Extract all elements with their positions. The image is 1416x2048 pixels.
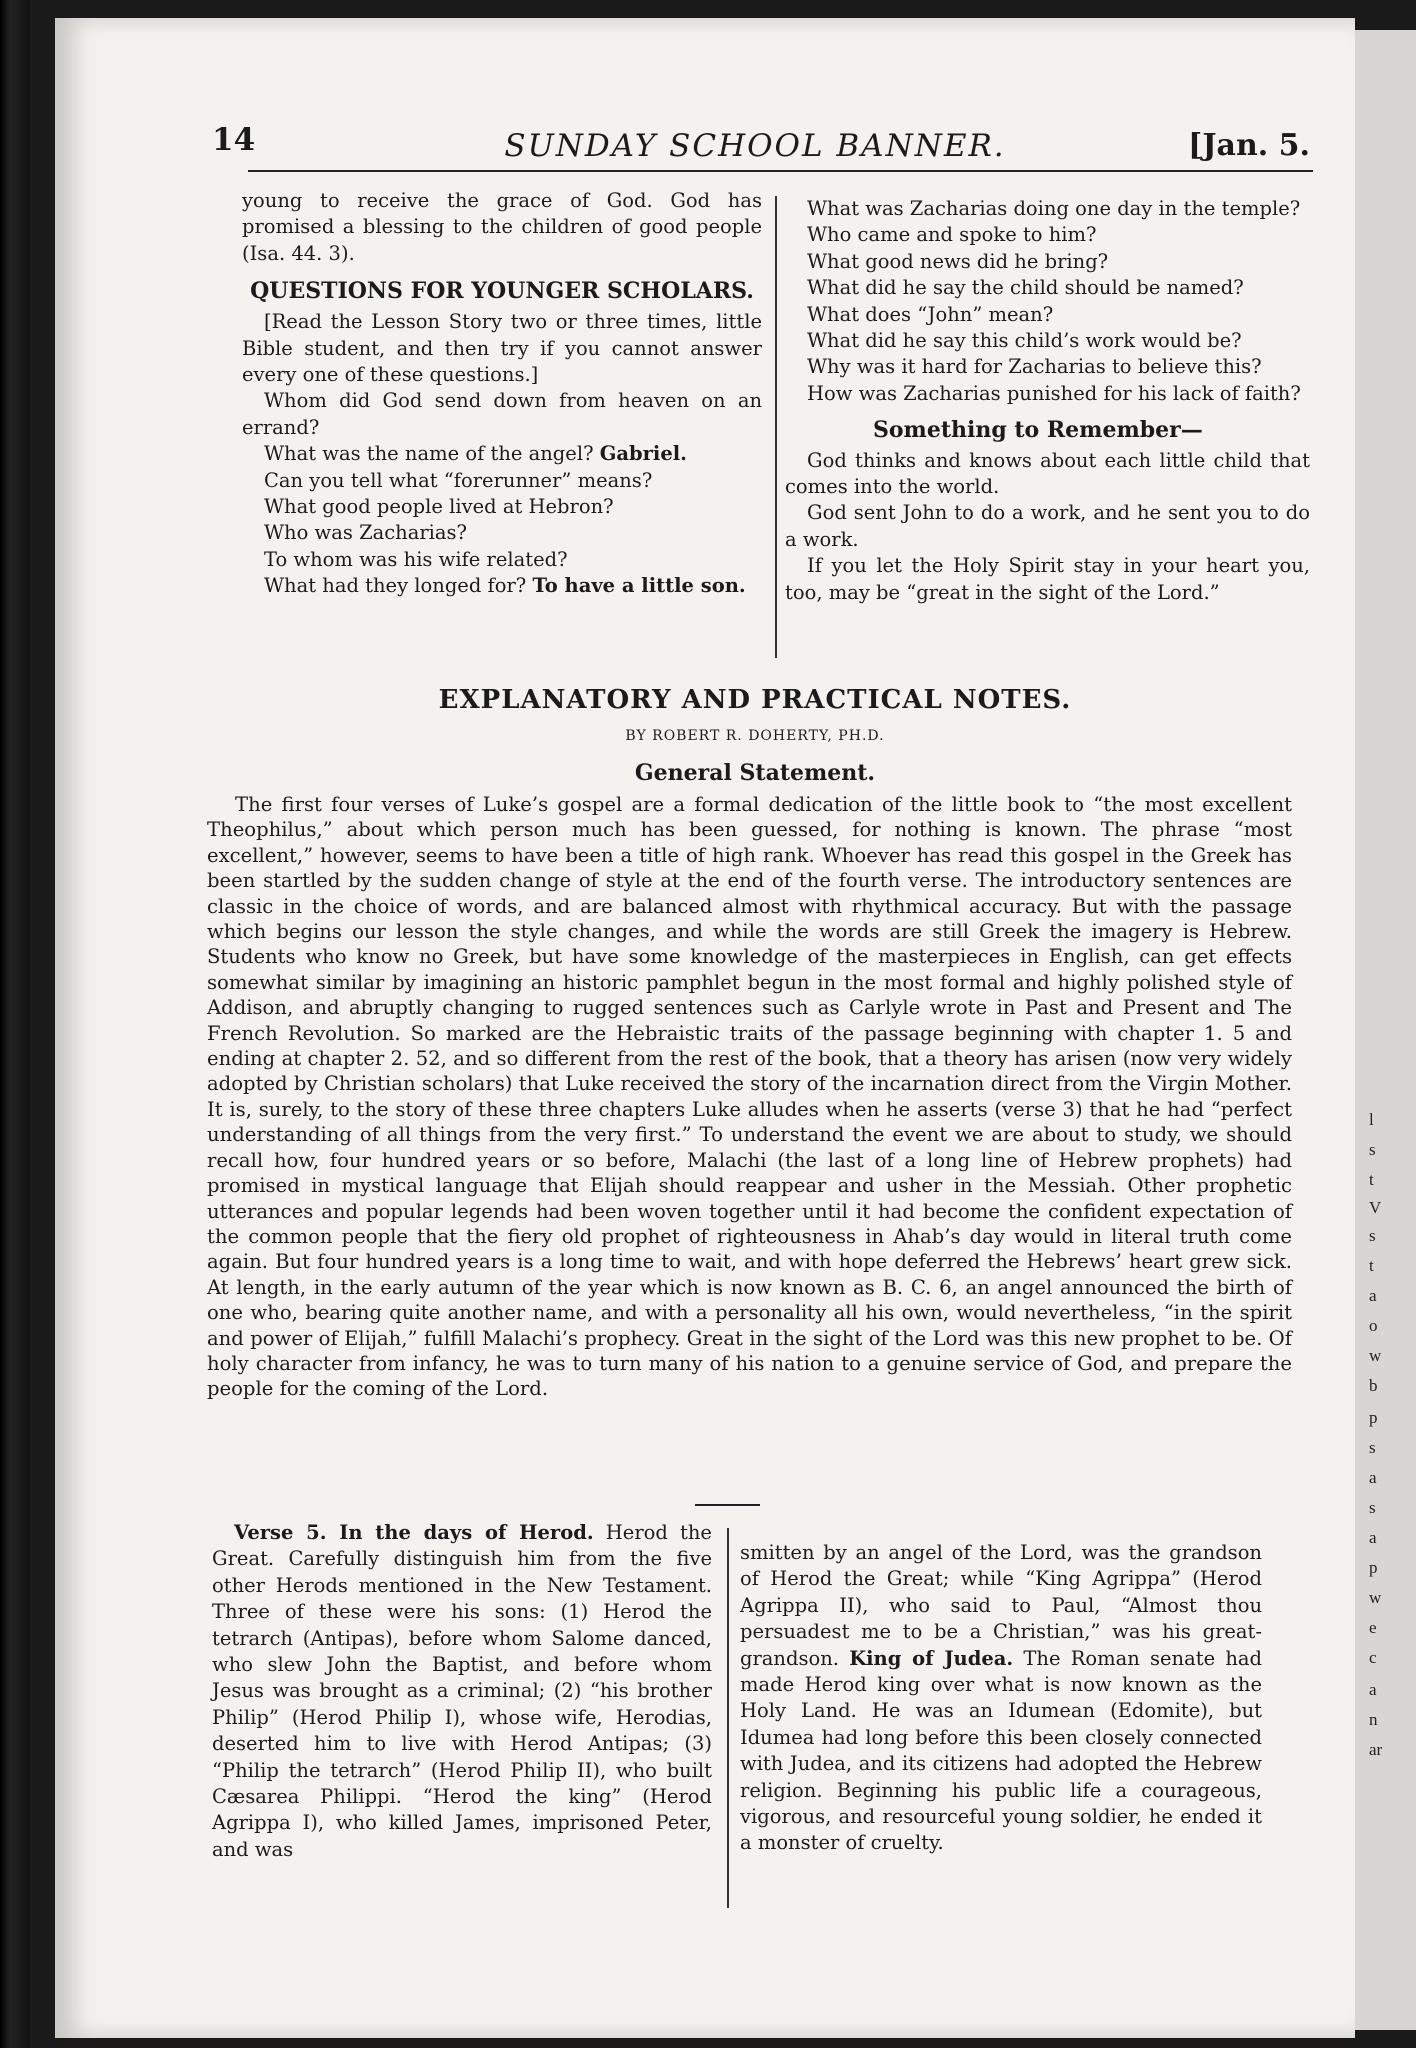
column-divider [775,196,777,658]
facing-page-fragment: t [1369,1170,1374,1189]
question-item: What good news did he bring? [807,249,1109,273]
facing-page-fragment: l [1369,1110,1374,1129]
general-statement-heading: General Statement. [634,760,876,786]
facing-page-fragment: t [1369,1256,1374,1275]
remember-item: God thinks and knows about each little child that comes into the world. [785,448,1310,499]
facing-page-fragment: ar [1369,1740,1383,1759]
question-item: Who was Zacharias? [264,521,467,545]
facing-page-fragment: a [1369,1468,1377,1487]
king-of-judea-label: King of Judea. [849,1646,1014,1670]
questions-column-right [785,196,1310,606]
facing-page-fragment: n [1369,1710,1378,1729]
question-item: How was Zacharias punished for his lack of faith? [807,381,1301,405]
question-item [242,573,762,599]
verse-text: Herod the Great. Carefully distinguish him from the five other Herods mentioned in the New Testament. Three of these were his sons: (1) Herod the tetrarch (Antipas), before whom Salome danced, who slew John the Baptist, and before whom Jesus was brought as a criminal; (2) “his brother Philip” (Herod Philip I), whose wife, Herodias, deserted him to live with Herod Antipas; (3) “Philip the tetrarch” (Herod Philip II), who built Cæsarea Philippi. “Herod the king” (Herod Agrippa I), who killed James, imprisoned Peter, and was [212,1521,712,1861]
question-text: What was the name of the angel? [264,442,594,466]
facing-page-fragment: b [1369,1376,1378,1395]
verse-paragraph [212,1520,712,1863]
facing-page-fragment: o [1369,1316,1378,1335]
question-item: Can you tell what “forerunner” means? [264,468,653,492]
question-item: What does “John” mean? [807,302,1054,326]
facing-page-fragment: V [1369,1198,1382,1217]
notes-title: EXPLANATORY AND PRACTICAL NOTES. [438,685,1072,715]
remember-item: If you let the Holy Spirit stay in your heart you, too, may be “great in the sight of the Lord.” [785,554,1310,604]
questions-heading: QUESTIONS FOR YOUNGER SCHOLARS. [250,278,754,305]
question-item: What did he say this child’s work would be? [807,329,1242,353]
header-rule [248,170,1313,172]
question-item: What good people lived at Hebron? [264,495,614,519]
question-item [242,441,762,467]
general-statement-text: The first four verses of Luke’s gospel are a formal dedication of the little book to “the most excellent Theophilus,” about which person much has been guessed, for nothing is known. The phrase “most excellent,” however, seems to have been a title of high rank. Whoever has read this gospel in the Greek has been startled by the sudden change of style at the end of the fourth verse. The introductory sentences are classic in the choice of words, and are balanced almost with rhythmical accuracy. But with the passage which begins our lesson the style changes, and while the words are still Greek the imagery is Hebrew. Students who know no Greek, but have some knowledge of the masterpieces in English, can get effects somewhat similar by imagining an historic pamphlet begun in the most formal and highly polished style of Addison, and abruptly changing to rugged sentences such as Carlyle wrote in Past and Present and The French Revolution. So marked are the Hebraistic traits of the passage beginning with chapter 1. 5 and ending at chapter 2. 52, and so different from the rest of the book, that a theory has arisen (now very widely adopted by Christian scholars) that Luke received the story of the incarnation direct from the Virgin Mother. It is, surely, to the story of these three chapters Luke alludes when he asserts (verse 3) that he had “perfect understanding of all things from the very first.” To understand the event we are about to study, we should recall how, four hundred years or so before, Malachi (the last of a long line of Hebrew prophets) had promised in mystical language that Elijah should reappear and usher in the Messiah. Other prophetic utterances and popular legends had been woven together until it had become the confident expectation of the common people that the fiery old prophet of righteousness in Ahab’s day would in literal truth come again. But four hundred years is a long time to wait, and with hope deferred the Hebrews’ heart grew sick. At length, in the early autumn of the year which is now known as B. C. 6, an angel announced the birth of one who, bearing quite another name, and with a personality all his own, would nevertheless, “in the spirit and power of Elijah,” fulfill Malachi’s prophecy. Great in the sight of the Lord was this new prophet to be. Of holy character from infancy, he was to turn many of his nation to a genuine service of God, and prepare the people for the coming of the Lord. [207,793,1292,1401]
author-byline: BY ROBERT R. DOHERTY, PH.D. [625,728,885,744]
facing-page-edge [1355,30,1416,2030]
verse-column-left [212,1520,712,1863]
question-item: Why was it hard for Zacharias to believe this? [807,355,1262,379]
page-number: 14 [212,122,256,158]
question-item: Whom did God send down from heaven on an errand? [242,389,762,439]
facing-page-fragment: e [1369,1618,1377,1637]
questions-column-left [242,188,762,600]
issue-date: [Jan. 5. [1188,128,1310,163]
remember-item: God sent John to do a work, and he sent you to do a work. [785,501,1310,551]
verse-paragraph [740,1540,1262,1857]
facing-page-fragment: a [1369,1528,1377,1547]
column-divider [727,1528,729,1908]
verse-lead: Verse 5. In the days of Herod. [234,1521,594,1544]
page-header [200,122,1310,177]
intro-paragraph: young to receive the grace of God. God has promised a blessing to the children of good people (Isa. 44. 3). [242,189,762,265]
facing-page-fragment: a [1369,1680,1377,1699]
remember-heading: Something to Remember— [873,417,1203,444]
question-item: To whom was his wife related? [264,547,568,571]
facing-page-fragment: s [1369,1498,1376,1517]
question-item: What was Zacharias doing one day in the temple? [807,197,1301,220]
facing-page-fragment: s [1369,1438,1376,1457]
facing-page-fragment: c [1369,1648,1377,1667]
running-title: SUNDAY SCHOOL BANNER. [504,128,1006,164]
verse-text: smitten by an angel of the Lord, was the grandson of Herod the Great; while “King Agrippa” (Herod Agrippa II), who said to Paul, “Almost thou persuadest me to be a Christian,” was his great-grandson. [740,1541,1262,1670]
facing-page-fragment: w [1369,1588,1382,1607]
facing-page-fragment: s [1369,1226,1376,1245]
question-item: What did he say the child should be named? [807,276,1244,300]
verse-column-right [740,1540,1262,1857]
verse-text: The Roman senate had made Herod king over what is now known as the Holy Land. He was an Idumean (Edomite), but Idumea had long before this been closely connected with Judea, and its citizens had adopted the Hebrew religion. Beginning his public life a courageous, vigorous, and resourceful young soldier, he ended it a monster of cruelty. [740,1646,1262,1855]
question-answer: To have a little son. [532,574,746,598]
facing-page-fragment: p [1369,1558,1378,1577]
facing-page-fragment: s [1369,1140,1376,1159]
instructions-paragraph: [Read the Lesson Story two or three times, little Bible student, and then try if you cannot answer every one of these questions.] [242,310,762,387]
facing-page-fragment: a [1369,1286,1377,1305]
general-statement [207,792,1292,1402]
question-text: What had they longed for? [264,574,527,598]
book-binding [0,0,30,2048]
question-item: Who came and spoke to him? [807,223,1097,247]
facing-page-fragment: p [1369,1408,1378,1427]
section-divider [695,1504,760,1506]
facing-page-fragment: w [1369,1346,1382,1365]
question-answer: Gabriel. [599,442,687,466]
